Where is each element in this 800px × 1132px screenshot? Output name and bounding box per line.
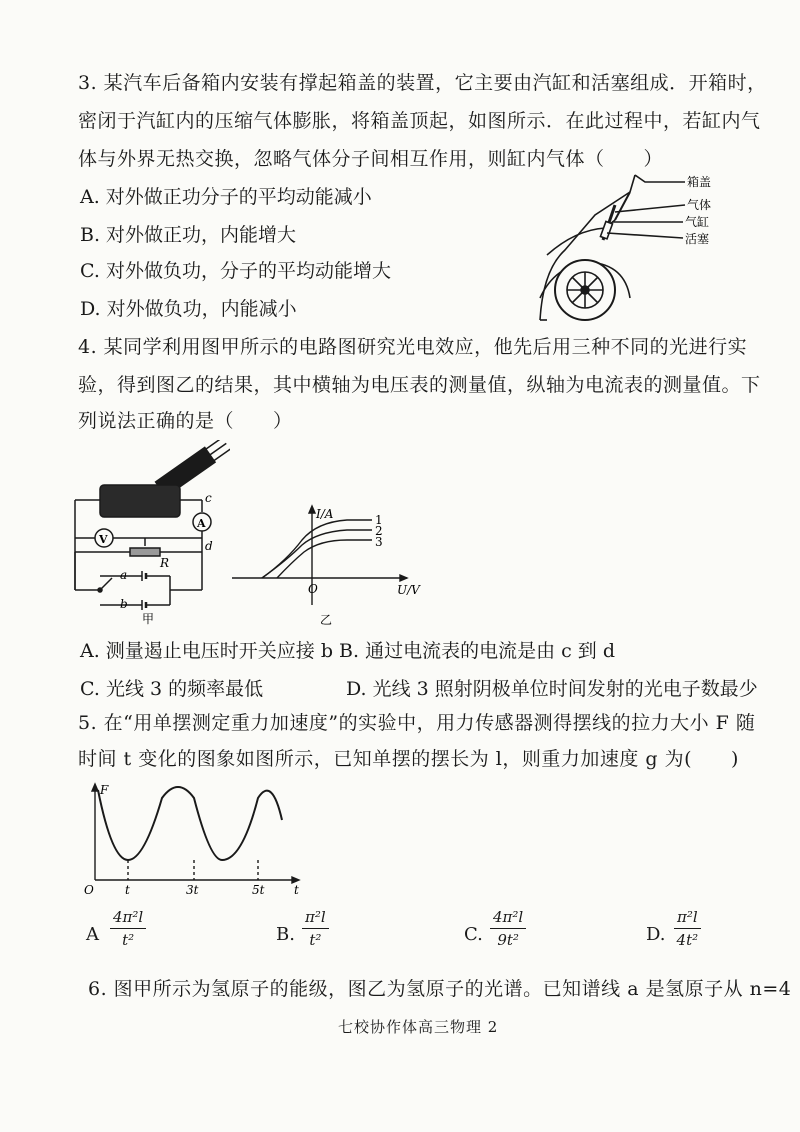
node-d-label: d (205, 539, 213, 553)
fraction-denominator: 9t² (497, 931, 519, 949)
curve-3-label: 3 (375, 535, 383, 549)
q3-line3: 体与外界无热交换，忽略气体分子间相互作用，则缸内气体（ ） (78, 148, 664, 170)
curve-1-label: 1 (375, 513, 383, 527)
origin-label: O (84, 883, 94, 895)
tick-t-label: t (125, 883, 130, 895)
label-gas: 气体 (687, 198, 712, 212)
ammeter-label: A (197, 517, 206, 530)
voltmeter-label: V (99, 533, 108, 546)
fraction-numerator: 4π²l (490, 908, 526, 929)
y-axis-label: F (100, 783, 109, 797)
q3-line1: 3. 某汽车后备箱内安装有撑起箱盖的装置，它主要由汽缸和活塞组成．开箱时， (78, 72, 767, 94)
x-axis-label: t (294, 883, 299, 895)
car-trunk-figure (535, 170, 740, 330)
q6-line1: 6. 图甲所示为氢原子的能级，图乙为氢原子的光谱。已知谱线 a 是氢原子从 n=4 (88, 978, 792, 1000)
y-axis-label: I/A (316, 507, 334, 521)
page-footer: 七校协作体高三物理 2 (338, 1018, 499, 1036)
q5-option-d-label: D. (646, 924, 666, 945)
curve-1 (262, 520, 372, 578)
fraction-numerator: π²l (302, 908, 329, 929)
q5-option-d-fraction (674, 908, 701, 949)
origin-label: O (308, 582, 318, 596)
q4-line1: 4. 某同学利用图甲所示的电路图研究光电效应，他先后用三种不同的光进行实 (78, 336, 748, 358)
x-axis-label: U/V (397, 583, 420, 597)
resistor-r-label: R (160, 556, 170, 570)
q4-line3: 列说法正确的是（ ） (78, 410, 293, 432)
q5-option-b-label: B. (276, 924, 295, 945)
force-time-graph (82, 780, 312, 895)
fraction-numerator: 4π²l (110, 908, 146, 929)
q5-option-a-fraction (110, 908, 146, 949)
fraction-denominator: t² (122, 931, 135, 949)
switch-a-label: a (120, 568, 128, 582)
q5-option-c-label: C. (464, 924, 483, 945)
q4-option-a-b: A. 测量遏止电压时开关应接 b B. 通过电流表的电流是由 c 到 d (80, 640, 616, 662)
curve-2-label: 2 (375, 524, 383, 538)
tick-5t-label: 5t (252, 883, 265, 895)
iv-graph-figure (232, 500, 432, 630)
fraction-numerator: π²l (674, 908, 701, 929)
fraction-denominator: t² (309, 931, 322, 949)
q3-option-b: B. 对外做正功，内能增大 (80, 224, 297, 246)
tick-3t-label: 3t (186, 883, 199, 895)
circuit-caption: 甲 (142, 612, 155, 625)
q5-line1: 5. 在“用单摆测定重力加速度”的实验中，用力传感器测得摆线的拉力大小 F 随 (78, 712, 756, 734)
q4-option-c: C. 光线 3 的频率最低 (80, 678, 264, 700)
q5-option-c-fraction (490, 908, 526, 949)
q3-option-d: D. 对外做负功，内能减小 (80, 298, 297, 320)
curve-3 (277, 540, 372, 578)
q3-option-c: C. 对外做负功，分子的平均动能增大 (80, 260, 391, 282)
switch-b-label: b (120, 597, 128, 611)
q3-option-a: A. 对外做正功分子的平均动能减小 (80, 186, 372, 208)
node-c-label: c (205, 491, 212, 505)
label-lid: 箱盖 (687, 175, 712, 189)
circuit-figure (70, 440, 230, 625)
q4-line2: 验，得到图乙的结果，其中横轴为电压表的测量值，纵轴为电流表的测量值。下 (78, 374, 761, 396)
q5-option-b-fraction (302, 908, 329, 949)
q5-line2: 时间 t 变化的图象如图所示，已知单摆的摆长为 l，则重力加速度 g 为( ) (78, 748, 739, 770)
q3-line2: 密闭于汽缸内的压缩气体膨胀，将箱盖顶起，如图所示．在此过程中，若缸内气 (78, 110, 761, 132)
curve-2 (262, 530, 372, 578)
graph-caption: 乙 (320, 613, 333, 627)
fraction-denominator: 4t² (676, 931, 699, 949)
label-piston: 活塞 (685, 232, 710, 246)
q5-option-a-label: A (86, 924, 99, 945)
q4-option-d: D. 光线 3 照射阴极单位时间发射的光电子数最少 (346, 678, 758, 700)
label-cylinder: 气缸 (685, 215, 710, 229)
